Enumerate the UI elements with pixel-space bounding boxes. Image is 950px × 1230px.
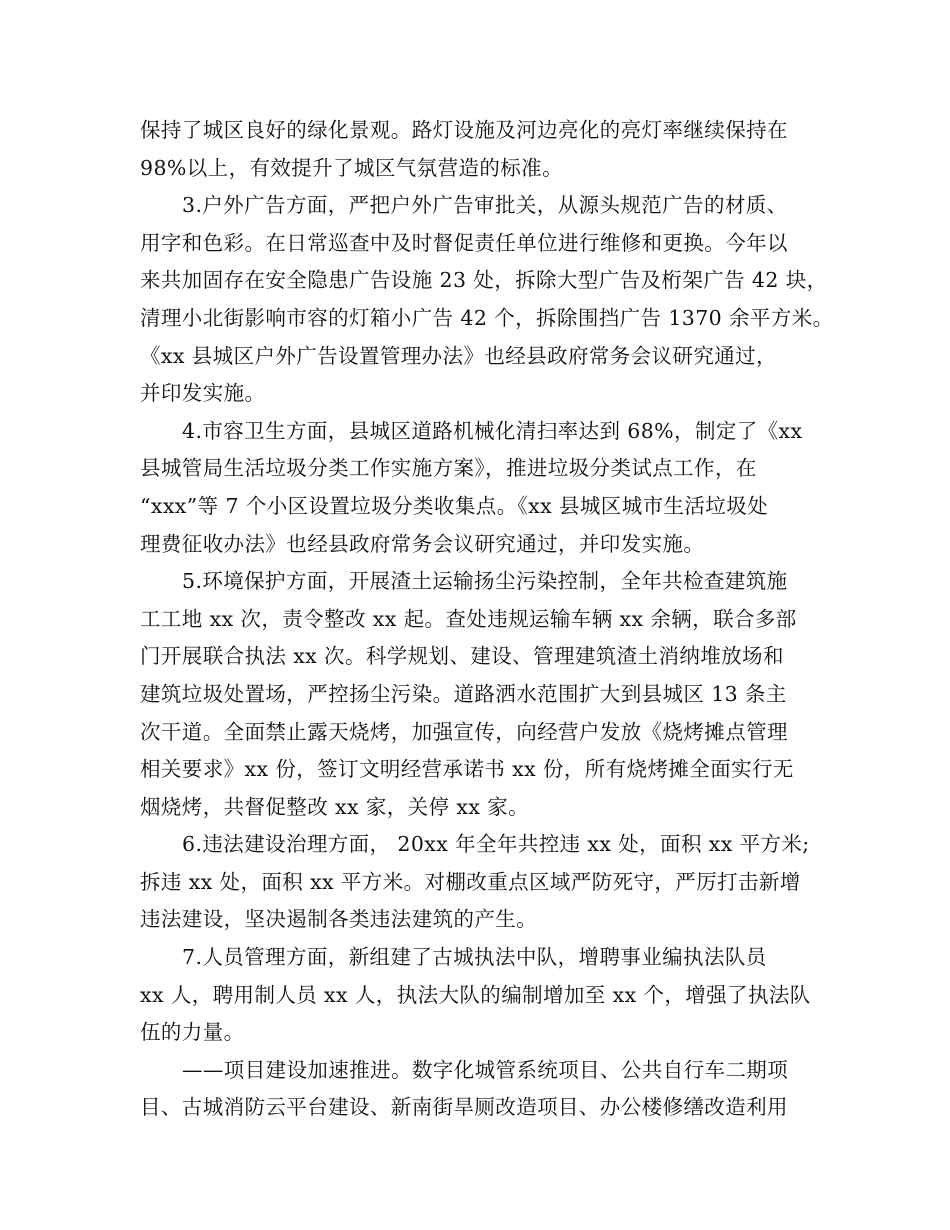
text-line: 县城管局生活垃圾分类工作实施方案》，推进垃圾分类试点工作，在 (140, 456, 757, 481)
text-line: 《xx 县城区户外广告设置管理办法》也经县政府常务会议研究通过， (140, 343, 777, 368)
text-line: 伍的力量。 (140, 1020, 245, 1045)
text-line: 次干道。全面禁止露天烧烤，加强宣传，向经营户发放《烧烤摊点管理 (140, 719, 788, 744)
text-line: 门开展联合执法 xx 次。科学规划、建设、管理建筑渣土消纳堆放场和 (140, 644, 784, 669)
document-body (140, 112, 834, 1127)
text-line: 保持了城区良好的绿化景观。路灯设施及河边亮化的亮灯率继续保持在 (140, 118, 788, 142)
text-line: 98%以上，有效提升了城区气氛营造的标准。 (140, 155, 563, 180)
text-line: 违法建设，坚决遏制各类违法建筑的产生。 (140, 907, 538, 932)
text-line: xx 人，聘用制人员 xx 人，执法大队的编制增加至 xx 个，增强了执法队 (140, 982, 811, 1007)
text-line: 目、古城消防云平台建设、新南街旱厕改造项目、办公楼修缮改造利用 (140, 1095, 788, 1120)
text-lines (140, 112, 834, 1127)
text-line: 来共加固存在安全隐患广告设施 23 处，拆除大型广告及桁架广告 42 块， (140, 268, 828, 293)
text-line: 拆违 xx 处，面积 xx 平方米。对棚改重点区域严防死守，严厉打击新增 (140, 869, 801, 894)
text-line: 工工地 xx 次，责令整改 xx 起。查处违规运输车辆 xx 余辆，联合多部 (140, 606, 797, 631)
text-line: 烟烧烤，共督促整改 xx 家，关停 xx 家。 (140, 794, 530, 819)
text-line: “xxx”等 7 个小区设置垃圾分类收集点。《xx 县城区城市生活垃圾处 (140, 493, 769, 518)
text-line: 3.户外广告方面，严把户外广告审批关，从源头规范广告的材质、 (182, 193, 788, 218)
text-line: 4.市容卫生方面，县城区道路机械化清扫率达到 68%，制定了《xx (182, 418, 803, 443)
text-line: 清理小北街影响市容的灯箱小广告 42 个，拆除围挡广告 1370 余平方米。 (140, 305, 834, 330)
text-line: 5.环境保护方面，开展渣土运输扬尘污染控制，全年共检查建筑施 (182, 569, 788, 594)
text-line: 相关要求》xx 份，签订文明经营承诺书 xx 份，所有烧烤摊全面实行无 (140, 757, 794, 782)
text-line: 理费征收办法》也经县政府常务会议研究通过，并印发实施。 (140, 531, 705, 556)
text-line: 7.人员管理方面，新组建了古城执法中队，增聘事业编执法队员 (182, 945, 767, 970)
text-line: 建筑垃圾处置场，严控扬尘污染。道路洒水范围扩大到县城区 13 条主 (140, 681, 787, 706)
text-line: 并印发实施。 (140, 381, 266, 406)
text-line: 6.违法建设治理方面， 20xx 年全年共控违 xx 处，面积 xx 平方米; (182, 832, 810, 857)
text-line: ——项目建设加速推进。数字化城管系统项目、公共自行车二期项 (182, 1057, 789, 1082)
text-line: 用字和色彩。在日常巡查中及时督促责任单位进行维修和更换。今年以 (140, 230, 788, 255)
